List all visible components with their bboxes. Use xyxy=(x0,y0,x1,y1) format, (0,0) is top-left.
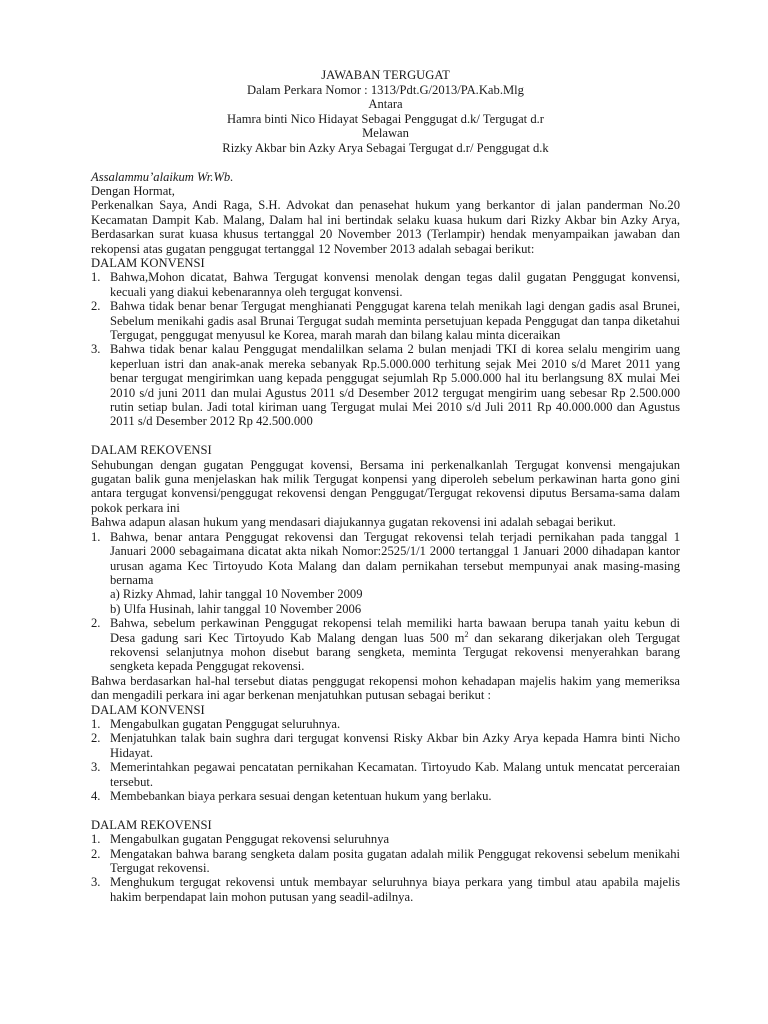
closing-paragraph: Bahwa berdasarkan hal-hal tersebut diatas penggugat rekopensi mohon kehadapan majelis hakim yang memeriksa dan mengadili perkara ini agar berkenan menjatuhkan putusan sebagai berikut : xyxy=(91,673,680,703)
list-item xyxy=(91,832,680,846)
item-text: Membebankan biaya perkara sesuai dengan ketentuan hukum yang berlaku. xyxy=(110,789,492,804)
item-number: 2. xyxy=(91,846,101,861)
list-item xyxy=(91,616,680,674)
rekovensi-list xyxy=(91,530,680,674)
item-text: dan sekarang dikerjakan oleh Tergugat rekovensi selanjutnya mohon disebut barang sengketa, meminta Tergugat rekovensi menyerahkan barang sengketa kepada Penggugat rekovensi. xyxy=(110,630,680,674)
superscript: 2 xyxy=(464,629,469,639)
petitum-rekovensi-list xyxy=(91,832,680,904)
salutation: Assalammu’alaikum Wr.Wb. xyxy=(91,169,234,184)
item-text: Bahwa, sebelum perkawinan Penggugat rekopensi telah memiliki harta bawaan berupa tanah yaitu kebun di Desa gadung sari Kec Tirtoyudo Kab Malang dengan luas 500 m xyxy=(110,616,680,645)
petitum-konvensi-heading: DALAM KONVENSI xyxy=(91,702,205,717)
item-text: Mengabulkan gugatan Penggugat seluruhnya. xyxy=(110,716,341,731)
item-number: 1. xyxy=(91,716,101,731)
item-number: 3. xyxy=(91,875,101,890)
konvensi-list xyxy=(91,270,680,428)
list-item xyxy=(91,530,680,616)
between-label: Antara xyxy=(368,97,403,112)
item-number: 3. xyxy=(91,760,101,775)
item-number: 2. xyxy=(91,616,101,631)
item-text: Memerintahkan pegawai pencatatan pernikahan Kecamatan. Tirtoyudo Kab. Malang untuk mencatat perceraian tersebut. xyxy=(110,760,680,789)
item-text: Menghukum tergugat rekovensi untuk membayar seluruhnya biaya perkara yang timbul atau apabila majelis hakim berpendapat lain mohon putusan yang seadil-adilnya. xyxy=(110,875,680,904)
party-defendant: Rizky Akbar bin Azky Arya Sebagai Tergugat d.r/ Penggugat d.k xyxy=(222,140,549,155)
list-item xyxy=(91,760,680,789)
list-item xyxy=(91,342,680,428)
item-number: 1. xyxy=(91,270,101,285)
case-number: Dalam Perkara Nomor : 1313/Pdt.G/2013/PA.Kab.Mlg xyxy=(247,82,524,97)
rekovensi-reason: Bahwa adapun alasan hukum yang mendasari diajukannya gugatan rekovensi ini adalah sebagai berikut. xyxy=(91,515,616,530)
item-text: Bahwa, benar antara Penggugat rekovensi dan Tergugat rekovensi telah terjadi pernikahan pada tanggal 1 Januari 2000 sebagaimana dicatat akta nikah Nomor:2525/1/1 2000 tertanggal 1 Januari 2000 dihadapan kantor urusan agama Kec Tirtoyudo Kota Malang dan dalam pernikahan tersebut mempunyai anak masing-masing bernama xyxy=(110,529,680,587)
item-text: Mengabulkan gugatan Penggugat rekovensi seluruhnya xyxy=(110,832,390,847)
item-text: Mengatakan bahwa barang sengketa dalam posita gugatan adalah milik Penggugat rekovensi sebelum menikahi Tergugat rekovensi. xyxy=(110,846,680,876)
list-item xyxy=(91,299,680,342)
list-item xyxy=(91,875,680,904)
item-number: 4. xyxy=(91,789,101,804)
versus-label: Melawan xyxy=(362,126,409,141)
list-item xyxy=(91,270,680,299)
item-number: 2. xyxy=(91,299,101,314)
item-number: 3. xyxy=(91,342,101,357)
document-title: JAWABAN TERGUGAT xyxy=(321,68,450,82)
item-number: 1. xyxy=(91,832,101,847)
rekovensi-paragraph: Sehubungan dengan gugatan Penggugat kovensi, Bersama ini perkenalkanlah Tergugat konvensi mengajukan gugatan balik guna menjelaskan hak milik Tergugat konpensi yang diperoleh sebelum perkawinan harta gono gini antara tergugat konvensi/penggugat rekovensi dengan Penggugat/Tergugat rekovensi diputus Bersama-sama dalam pokok perkara ini xyxy=(91,457,680,515)
item-number: 2. xyxy=(91,731,101,746)
child-entry: b) Ulfa Husinah, lahir tanggal 10 November 2006 xyxy=(110,601,362,616)
item-text: Bahwa,Mohon dicatat, Bahwa Tergugat konvensi menolak dengan tegas dalil gugatan Penggugat konvensi, kecuali yang diakui kebenarannya oleh tergugat konvensi. xyxy=(110,270,680,299)
petitum-rekovensi-heading: DALAM REKOVENSI xyxy=(91,817,212,832)
item-text: Bahwa tidak benar benar Tergugat menghianati Penggugat karena telah menikah lagi dengan gadis asal Brunei, Sebelum menikahi gadis asal Brunai Tergugat sudah meminta persetujuan kepada Penggugat dan tanpa diketahui Tergugat, penggugat menyusul ke Korea, marah marah dan bilang kalau minta diceraikan xyxy=(110,299,680,343)
rekovensi-heading: DALAM REKOVENSI xyxy=(91,443,212,458)
item-number: 1. xyxy=(91,529,101,544)
petitum-konvensi-list xyxy=(91,717,680,803)
child-entry: a) Rizky Ahmad, lahir tanggal 10 November 2009 xyxy=(110,587,363,602)
list-item xyxy=(91,731,680,760)
item-text: Bahwa tidak benar kalau Penggugat mendalilkan selama 2 bulan menjadi TKI di korea selalu mengirim uang keperluan istri dan anak-anak mereka sebanyak Rp.5.000.000 terhitung sejak Mei 2010 s/d Maret 2011 yang benar tergugat mengirimkan uang kepada penggugat sejumlah Rp 5.000.000 hal itu berlangsung 8X mulai Mei 2010 s/d juni 2011 dan mulai Agustus 2011 s/d Desember 2012 tergugat mengirim uang sebesar Rp 2.500.000 rutin setiap bulan. Jadi total kiriman uang Tergugat mulai Mei 2010 s/d Juli 2011 Rp 40.000.000 dan Agustus 2011 s/d Desember 2012 Rp 42.500.000 xyxy=(110,342,680,429)
intro-paragraph: Perkenalkan Saya, Andi Raga, S.H. Advokat dan penasehat hukum yang berkantor di jalan panderman No.20 Kecamatan Dampit Kab. Malang, Dalam hal ini bertindak selaku kuasa hukum dari Rizky Akbar bin Azky Arya, Berdasarkan surat kuasa khusus tertanggal 20 November 2013 (Terlampir) hendak menyampaikan jawaban dan rekopensi atas gugatan penggugat tertanggal 12 November 2013 adalah sebagai berikut: xyxy=(91,198,680,256)
list-item xyxy=(91,847,680,876)
document-body xyxy=(91,170,680,905)
document-header xyxy=(91,68,680,156)
greeting: Dengan Hormat, xyxy=(91,183,175,198)
list-item xyxy=(91,717,680,731)
item-text: Menjatuhkan talak bain sughra dari tergugat konvensi Risky Akbar bin Azky Arya kepada Hamra binti Nicho Hidayat. xyxy=(110,731,680,760)
konvensi-heading: DALAM KONVENSI xyxy=(91,256,205,270)
list-item xyxy=(91,789,680,803)
party-plaintiff: Hamra binti Nico Hidayat Sebagai Penggugat d.k/ Tergugat d.r xyxy=(227,111,544,126)
